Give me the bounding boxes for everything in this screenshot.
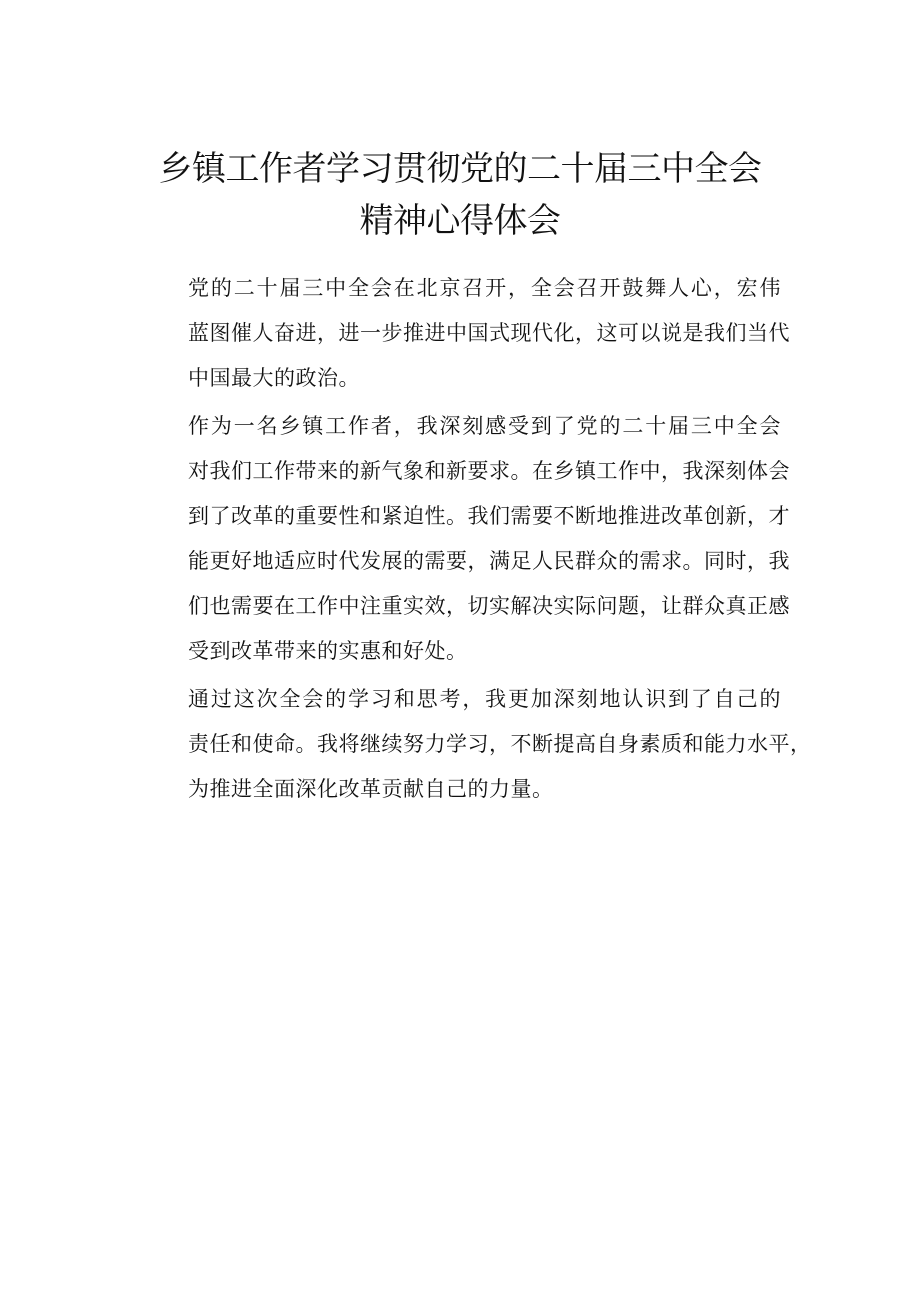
paragraph-2-line-3: 到了改革的重要性和紧迫性。我们需要不断地推进改革创新，才	[188, 504, 790, 528]
title-line-1: 乡镇工作者学习贯彻党的二十届三中全会	[158, 149, 762, 189]
paragraph-1-line-3: 中国最大的政治。	[188, 366, 360, 390]
paragraph-3-line-2: 责任和使命。我将继续努力学习，不断提高自身素质和能力水平，	[188, 732, 812, 756]
paragraph-1-line-1: 党的二十届三中全会在北京召开，全会召开鼓舞人心，宏伟	[188, 276, 781, 300]
paragraph-2-line-2: 对我们工作带来的新气象和新要求。在乡镇工作中，我深刻体会	[188, 459, 790, 483]
paragraph-2	[140, 404, 790, 674]
paragraph-2-line-5: 们也需要在工作中注重实效，切实解决实际问题，让群众真正感	[188, 594, 790, 618]
paragraph-3-line-3: 为推进全面深化改革贡献自己的力量。	[188, 777, 554, 801]
paragraph-3	[140, 677, 812, 812]
document-title	[140, 143, 780, 247]
paragraph-1	[140, 266, 790, 401]
paragraph-2-line-1: 作为一名乡镇工作者，我深刻感受到了党的二十届三中全会	[188, 414, 781, 438]
paragraph-1-line-2: 蓝图催人奋进，进一步推进中国式现代化，这可以说是我们当代	[188, 321, 790, 345]
title-line-2: 精神心得体会	[359, 201, 561, 241]
document-body	[140, 266, 812, 815]
paragraph-2-line-4: 能更好地适应时代发展的需要，满足人民群众的需求。同时，我	[188, 549, 790, 573]
paragraph-2-line-6: 受到改革带来的实惠和好处。	[188, 639, 468, 663]
paragraph-3-line-1: 通过这次全会的学习和思考，我更加深刻地认识到了自己的	[188, 687, 781, 711]
